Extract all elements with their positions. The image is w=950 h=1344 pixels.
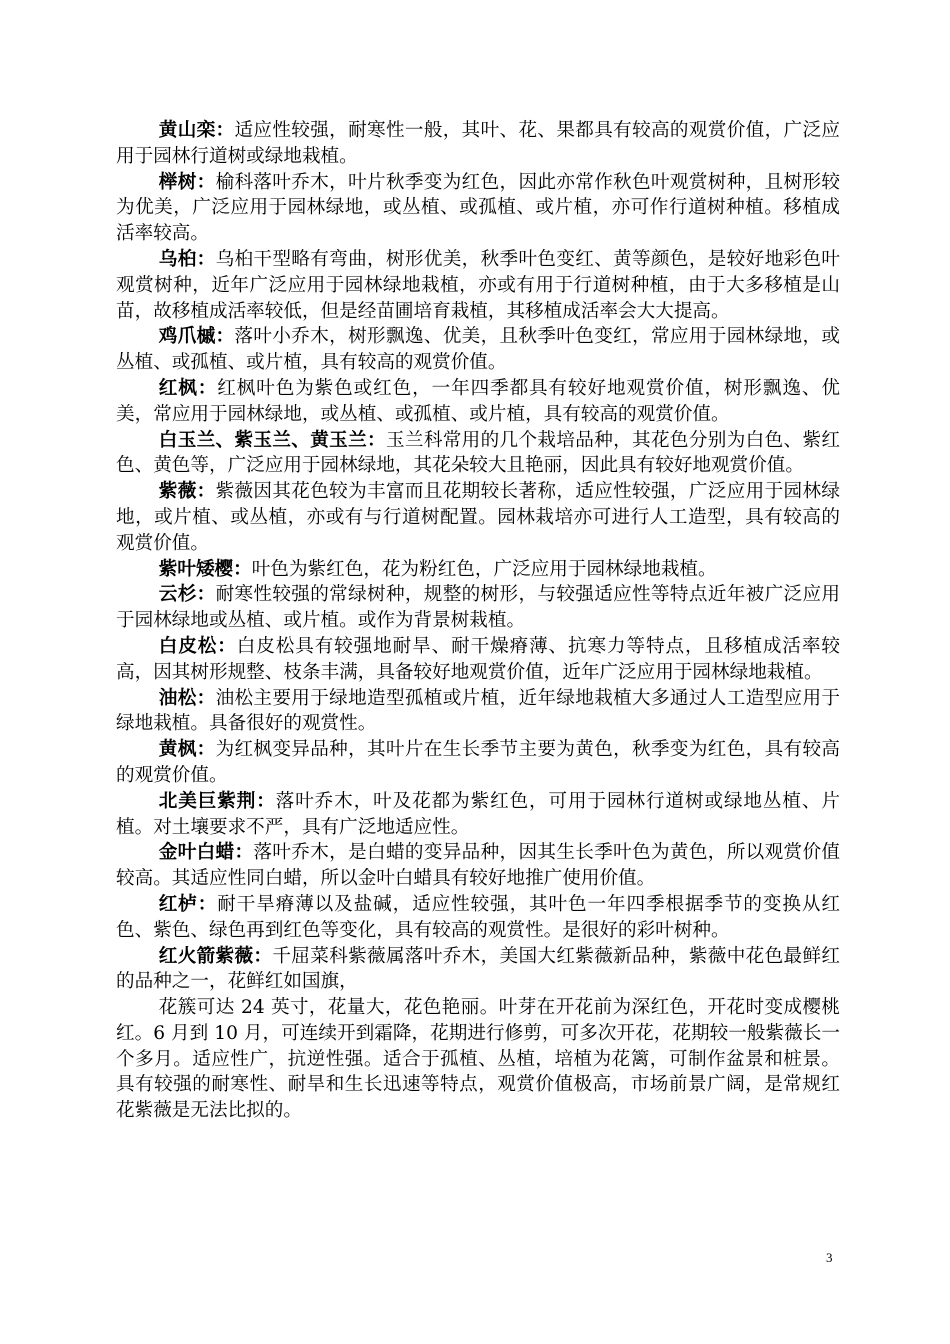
entry-paragraph <box>116 428 840 480</box>
entry-term: 乌桕： <box>158 248 216 270</box>
entry-term: 红火箭紫薇： <box>158 945 273 967</box>
entry-description: 为红枫变异品种，其叶片在生长季节主要为黄色，秋季变为红色，具有较高的观赏价值。 <box>116 739 840 786</box>
entry-term: 紫薇： <box>158 481 216 503</box>
entry-description: 千屈菜科紫薇属落叶乔木，美国大红紫薇新品种，紫薇中花色最鲜红的品种之一，花鲜红如国旗， <box>116 945 840 993</box>
entry-term: 黄山栾： <box>158 120 235 141</box>
entry-description: 乌桕干型略有弯曲，树形优美，秋季叶色变红、黄等颜色，是较好地彩色叶观赏树种，近年广泛应用于园林绿地栽植，亦或有用于行道树种植，由于大多移植是山苗，故移植成活率较低，但是经苗圃培育栽植，其移植成活率会大大提高。 <box>116 248 840 322</box>
entry-term: 紫叶矮樱： <box>158 558 252 580</box>
entry-term: 榉树： <box>158 171 216 193</box>
entry-paragraph <box>116 376 840 428</box>
entry-description: 榆科落叶乔木，叶片秋季变为红色，因此亦常作秋色叶观赏树种，且树形较为优美，广泛应用于园林绿地，或丛植、或孤植、或片植，亦可作行道树种植。移植成活率较高。 <box>116 171 840 245</box>
entry-description: 落叶乔木，是白蜡的变异品种，因其生长季叶色为黄色，所以观赏价值较高。其适应性同白蜡，所以金叶白蜡具有较好地推广使用价值。 <box>116 842 840 890</box>
entry-paragraph <box>116 170 840 247</box>
entry-term: 油松： <box>158 687 216 709</box>
entry-description: 耐寒性较强的常绿树种，规整的树形，与较强适应性等特点近年被广泛应用于园林绿地或丛植、或片植。或作为背景树栽植。 <box>116 584 840 632</box>
entry-term: 鸡爪槭： <box>158 326 235 348</box>
entry-term: 红枫： <box>158 377 218 399</box>
entry-paragraph <box>116 479 840 556</box>
entry-description: 油松主要用于绿地造型孤植或片植，近年绿地栽植大多通过人工造型应用于绿地栽植。具备很好的观赏性。 <box>116 687 840 735</box>
entry-paragraph <box>116 247 840 324</box>
document-body <box>116 118 840 1124</box>
continuation-paragraph: 花簇可达 24 英寸，花量大，花色艳丽。叶芽在开花前为深红色，开花时变成樱桃红。6 月到 10 月，可连续开到霜降，花期进行修剪，可多次开花，花期较一般紫薇长一个多月。适应性广，抗逆性强。适合于孤植、丛植，培植为花篱，可制作盆景和桩景。具有较强的耐寒性、耐旱和生长迅速等特点，观赏价值极高，市场前景广阔，是常规红花紫薇是无法比拟的。 <box>116 997 840 1122</box>
entry-term: 白皮松： <box>158 635 237 657</box>
entry-paragraph <box>116 789 840 841</box>
entry-description: 红枫叶色为紫色或红色，一年四季都具有较好地观赏价值，树形飘逸、优美，常应用于园林绿地，或丛植、或孤植、或片植，具有较高的观赏价值。 <box>116 377 840 425</box>
entry-paragraph <box>116 324 840 376</box>
entry-term: 云杉： <box>158 584 216 606</box>
entry-description: 适应性较强，耐寒性一般，其叶、花、果都具有较高的观赏价值，广泛应用于园林行道树或绿地栽植。 <box>116 120 840 167</box>
entry-paragraph <box>116 634 840 686</box>
entry-term: 金叶白蜡： <box>158 842 254 864</box>
entry-paragraph <box>116 686 840 738</box>
entry-description: 玉兰科常用的几个栽培品种，其花色分别为白色、紫红色、黄色等，广泛应用于园林绿地，其花朵较大且艳丽，因此具有较好地观赏价值。 <box>116 429 840 477</box>
entry-term: 红栌： <box>158 893 218 915</box>
entry-term: 北美巨紫荆： <box>158 790 276 812</box>
entry-paragraph <box>116 582 840 634</box>
entry-description: 落叶乔木，叶及花都为紫红色，可用于园林行道树或绿地丛植、片植。对土壤要求不严，具有广泛地适应性。 <box>116 790 840 838</box>
entry-paragraph <box>116 737 840 789</box>
entry-description: 叶色为紫红色，花为粉红色，广泛应用于园林绿地栽植。 <box>251 558 717 580</box>
entry-paragraph <box>116 892 840 944</box>
entry-term: 黄枫： <box>158 739 216 761</box>
entry-term: 白玉兰、紫玉兰、黄玉兰： <box>158 429 386 451</box>
entry-paragraph <box>116 118 840 170</box>
entry-description: 落叶小乔木，树形飘逸、优美，且秋季叶色变红，常应用于园林绿地，或丛植、或孤植、或片植，具有较高的观赏价值。 <box>116 326 840 374</box>
entry-description: 紫薇因其花色较为丰富而且花期较长著称，适应性较强，广泛应用于园林绿地，或片植、或丛植，亦或有与行道树配置。园林栽培亦可进行人工造型，具有较高的观赏价值。 <box>116 481 840 554</box>
entry-paragraph <box>116 840 840 892</box>
page-number: 3 <box>826 1250 833 1265</box>
entry-paragraph <box>116 944 840 996</box>
entry-paragraph <box>116 557 840 583</box>
entry-description: 白皮松具有较强地耐旱、耐干燥瘠薄、抗寒力等特点，且移植成活率较高，因其树形规整、枝条丰满，具备较好地观赏价值，近年广泛应用于园林绿地栽植。 <box>116 635 840 683</box>
entry-description: 耐干旱瘠薄以及盐碱，适应性较强，其叶色一年四季根据季节的变换从红色、紫色、绿色再到红色等变化，具有较高的观赏性。是很好的彩叶树种。 <box>116 893 840 941</box>
